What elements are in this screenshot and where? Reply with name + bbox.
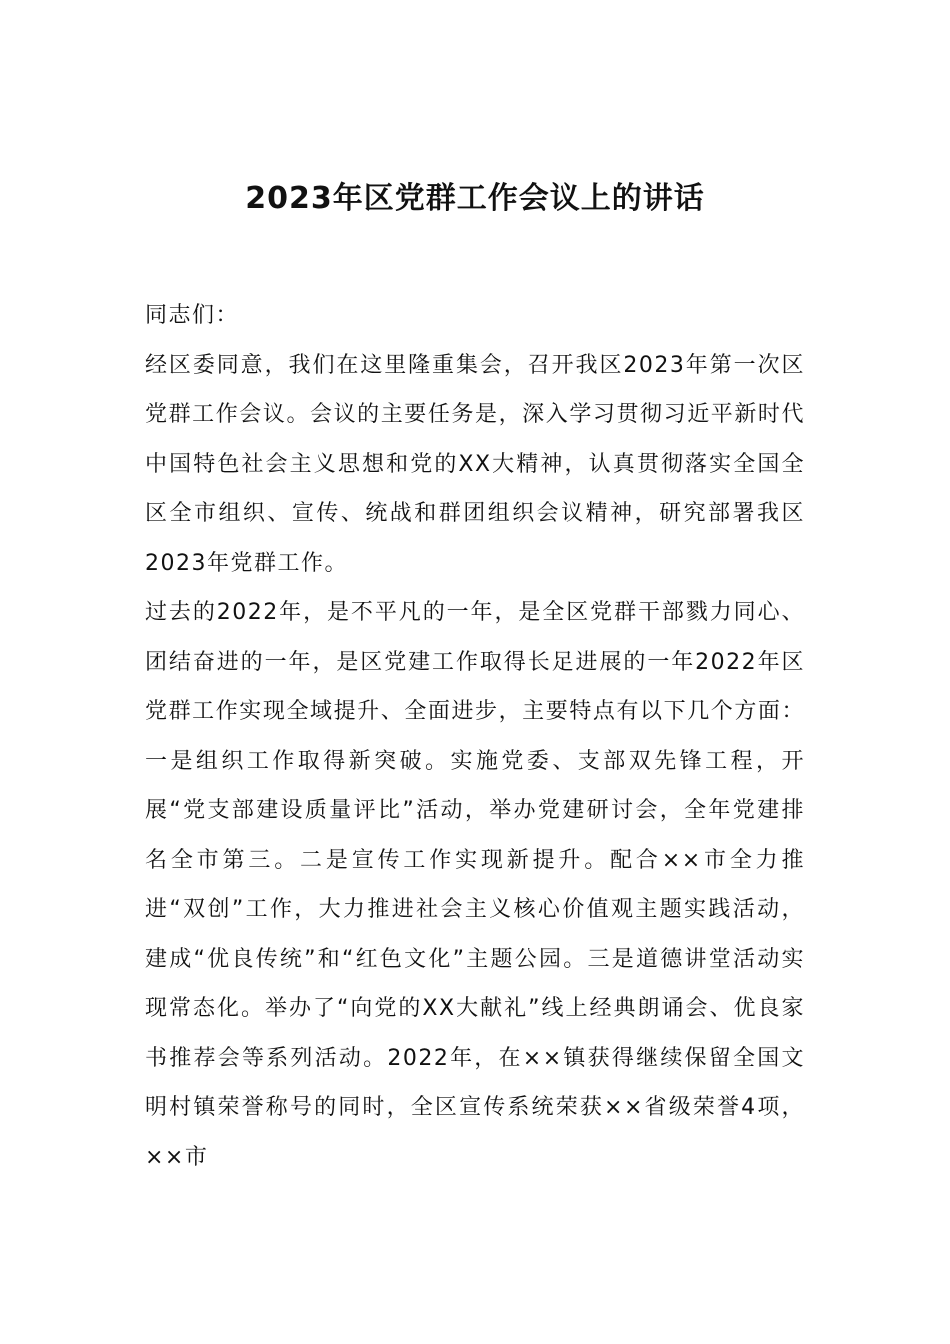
salutation: 同志们：	[145, 303, 240, 328]
document-title: 2023年区党群工作会议上的讲话	[245, 181, 705, 217]
document-body	[145, 291, 805, 1182]
paragraph-1: 经区委同意，我们在这里隆重集会，召开我区2023年第一次区党群工作会议。会议的主要任务是，深入学习贯彻习近平新时代中国特色社会主义思想和党的XX大精神，认真贯彻落实全国全区全市组织、宣传、统战和群团组织会议精神，研究部署我区2023年党群工作。	[145, 352, 805, 576]
paragraph-2: 过去的2022年，是不平凡的一年，是全区党群干部戮力同心、团结奋进的一年，是区党建工作取得长足进展的一年2022年区党群工作实现全域提升、全面进步，主要特点有以下几个方面：一是组织工作取得新突破。实施党委、支部双先锋工程，开展“党支部建设质量评比”活动，举办党建研讨会，全年党建排名全市第三。二是宣传工作实现新提升。配合××市全力推进“双创”工作，大力推进社会主义核心价值观主题实践活动，建成“优良传统”和“红色文化”主题公园。三是道德讲堂活动实现常态化。举办了“向党的XX大献礼”线上经典朗诵会、优良家书推荐会等系列活动。2022年，在××镇获得继续保留全国文明村镇荣誉称号的同时，全区宣传系统荣获××省级荣誉4项，××市	[145, 600, 805, 1170]
